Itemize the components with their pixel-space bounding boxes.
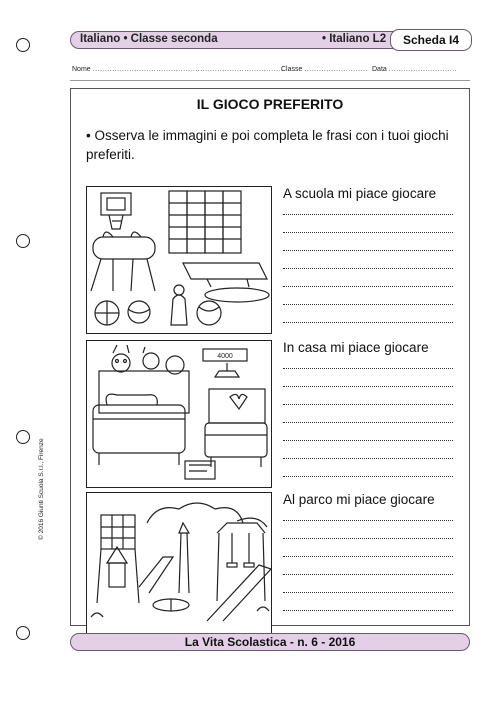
park-illustration — [86, 492, 272, 640]
answer-line[interactable] — [283, 476, 453, 477]
answer-line[interactable] — [283, 386, 453, 387]
gym-illustration — [86, 186, 272, 334]
exercise-prompt-park: Al parco mi piace giocare — [283, 492, 435, 507]
answer-line[interactable] — [283, 574, 453, 575]
copyright-notice: © 2016 Giunti Scuola S.r.l., Firenze — [38, 438, 45, 540]
exercise-prompt-home: In casa mi piace giocare — [283, 340, 429, 355]
footer-bar: La Vita Scolastica - n. 6 - 2016 — [70, 633, 470, 651]
scale-label: 4000 — [217, 353, 233, 360]
answer-line[interactable] — [283, 404, 453, 405]
answer-line[interactable] — [283, 592, 453, 593]
binder-hole — [16, 234, 30, 248]
answer-line[interactable] — [283, 422, 453, 423]
answer-line[interactable] — [283, 268, 453, 269]
answer-line[interactable] — [283, 232, 453, 233]
answer-line[interactable] — [283, 440, 453, 441]
bedroom-illustration — [86, 340, 272, 488]
answer-line[interactable] — [283, 538, 453, 539]
level-label: • Italiano L2 — [322, 33, 387, 45]
answer-line[interactable] — [283, 214, 453, 215]
class-label: Classe — [281, 66, 303, 73]
worksheet-title: IL GIOCO PREFERITO — [196, 96, 344, 112]
instruction-text: • Osserva le immagini e poi completa le frasi con i tuoi giochi preferiti. — [86, 128, 449, 162]
sheet-tab: Scheda I4 — [390, 29, 472, 51]
answer-line[interactable] — [283, 368, 453, 369]
answer-line[interactable] — [283, 322, 453, 323]
binder-hole — [16, 430, 30, 444]
answer-line[interactable] — [283, 556, 453, 557]
date-label: Data — [372, 66, 387, 73]
binder-hole — [16, 626, 30, 640]
name-field[interactable]: Nome .............................................................................. — [72, 66, 284, 73]
answer-line[interactable] — [283, 250, 453, 251]
answer-line[interactable] — [283, 458, 453, 459]
answer-line[interactable] — [283, 304, 453, 305]
exercise-prompt-school: A scuola mi piace giocare — [283, 186, 437, 201]
separator-line — [70, 80, 470, 81]
answer-line[interactable] — [283, 610, 453, 611]
date-field[interactable]: Data ............................ — [372, 66, 458, 73]
class-field[interactable]: Classe .......................... — [281, 66, 368, 73]
name-label: Nome — [72, 66, 91, 73]
answer-line[interactable] — [283, 520, 453, 521]
binder-hole — [16, 38, 30, 52]
subject-class-label: Italiano • Classe seconda — [80, 33, 218, 45]
answer-line[interactable] — [283, 286, 453, 287]
